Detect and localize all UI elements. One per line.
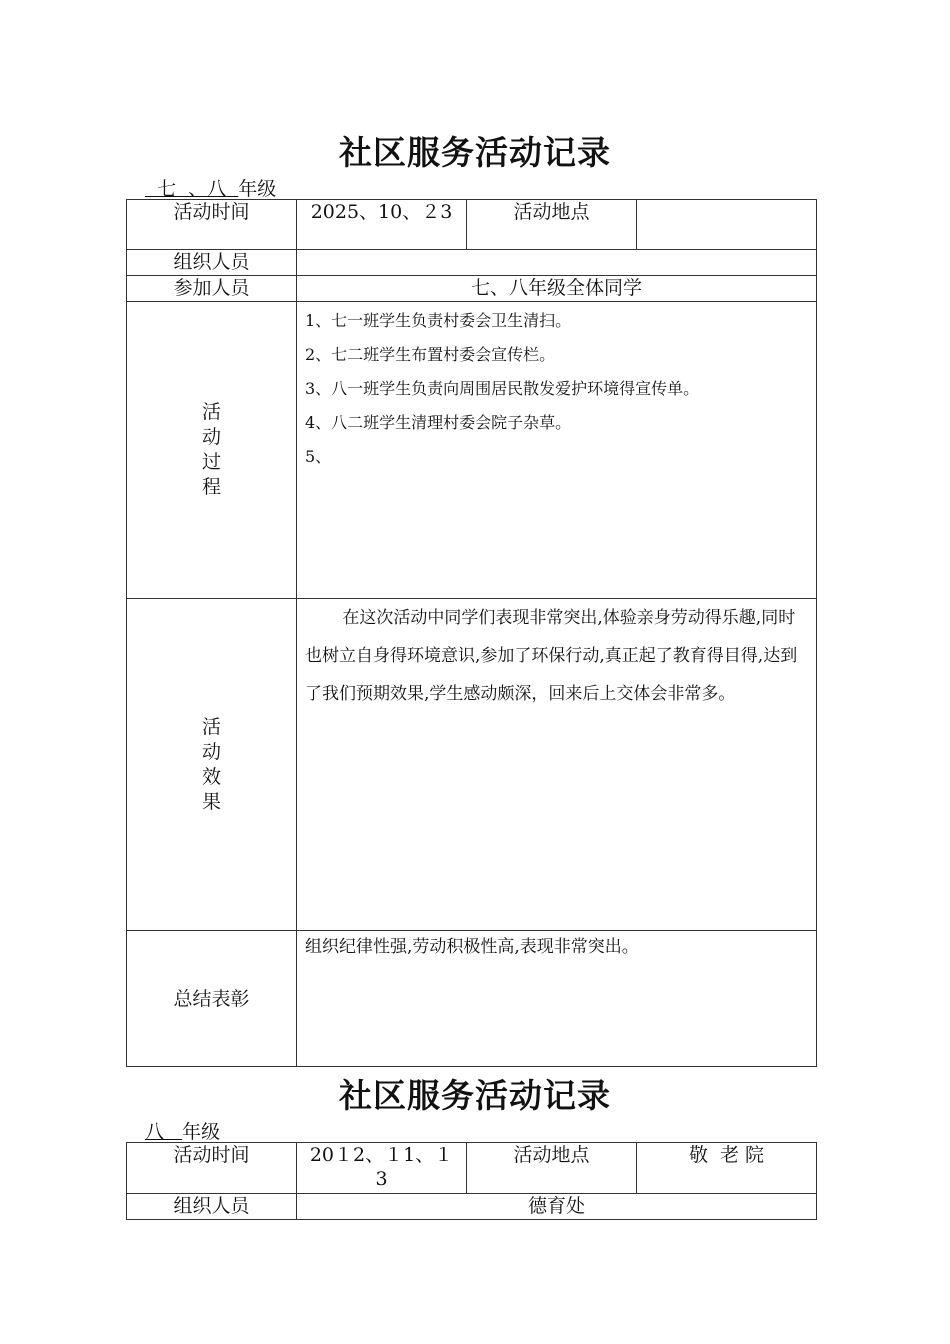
record2-grade-suffix: 年级 bbox=[182, 1121, 221, 1143]
record1-time-label: 活动时间 bbox=[127, 200, 297, 250]
record1-organizer-value bbox=[297, 250, 817, 276]
record1-place-value bbox=[637, 200, 817, 250]
process-item: 4、八二班学生清理村委会院子杂草。 bbox=[305, 413, 572, 432]
record2-grade-line bbox=[145, 1117, 220, 1144]
record1-summary-label: 总结表彰 bbox=[127, 931, 297, 1067]
record1-grade-suffix: 年级 bbox=[238, 178, 277, 200]
record1-table bbox=[126, 199, 817, 1067]
record2-time-label: 活动时间 bbox=[127, 1143, 297, 1194]
record1-summary-content bbox=[297, 931, 817, 1067]
record2-place-label: 活动地点 bbox=[467, 1143, 637, 1194]
process-item: 1、七一班学生负责村委会卫生清扫。 bbox=[305, 311, 572, 330]
record2-title: 社区服务活动记录 bbox=[339, 1076, 611, 1115]
record2-organizer-value: 德育处 bbox=[297, 1194, 817, 1220]
record2-time-value: 20１2、１1、１3 bbox=[297, 1143, 467, 1194]
record1-time-value: 2025、10、２3 bbox=[297, 200, 467, 250]
record2-organizer-label: 组织人员 bbox=[127, 1194, 297, 1220]
record1-participants-value: 七、八年级全体同学 bbox=[297, 276, 817, 302]
record1-title: 社区服务活动记录 bbox=[339, 133, 611, 172]
record1-process-label-cell bbox=[127, 302, 297, 599]
record2-grade-value: 八 bbox=[145, 1121, 165, 1143]
record1-process-label: 活 动 过 程 bbox=[201, 401, 221, 498]
record1-summary-text: 组织纪律性强,劳动积极性高,表现非常突出。 bbox=[305, 937, 639, 957]
process-item: 5、 bbox=[305, 447, 332, 466]
record1-effect-text: 在这次活动中同学们表现非常突出,体验亲身劳动得乐趣,同时也树立自身得环境意识,参加了环保行动,真正起了教育得目得,达到了我们预期效果,学生感动颇深，回来后上交体会非常多。 bbox=[305, 608, 798, 704]
process-item: 3、八一班学生负责向周围居民散发爱护环境得宣传单。 bbox=[305, 379, 700, 398]
record1-place-label: 活动地点 bbox=[467, 200, 637, 250]
record1-grade-line bbox=[145, 174, 276, 201]
record1-process-content bbox=[297, 302, 817, 599]
record2-table bbox=[126, 1142, 817, 1220]
process-item: 2、七二班学生布置村委会宣传栏。 bbox=[305, 345, 556, 364]
record1-participants-label: 参加人员 bbox=[127, 276, 297, 302]
record1-effect-content bbox=[297, 599, 817, 931]
record1-effect-label-cell bbox=[127, 599, 297, 931]
record1-organizer-label: 组织人员 bbox=[127, 250, 297, 276]
record2-place-value: 敬 老 院 bbox=[637, 1143, 817, 1194]
record1-grade-value: 七 、八 bbox=[157, 178, 227, 200]
record1-effect-label: 活 动 效 果 bbox=[201, 715, 221, 813]
